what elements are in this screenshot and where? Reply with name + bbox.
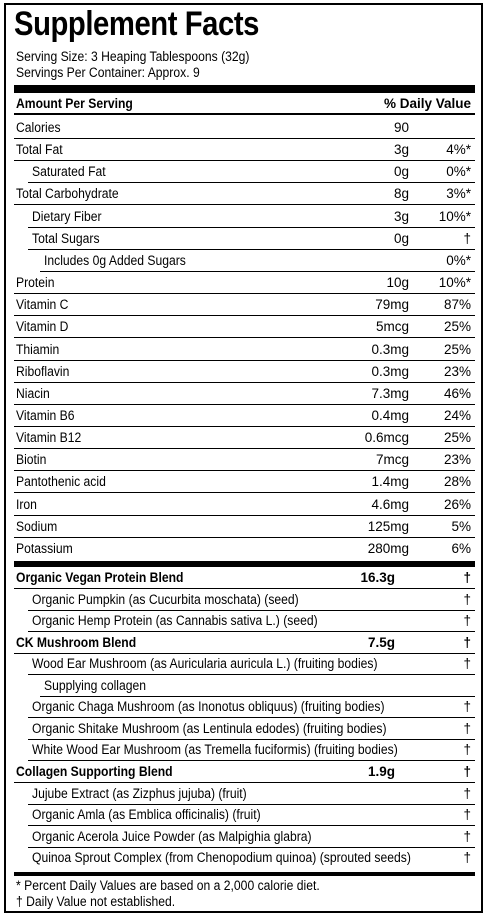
nutrient-name: Vitamin D — [16, 319, 69, 335]
nutrient-amount: 0.3mg — [371, 363, 409, 379]
blend-daily-value: † — [463, 742, 471, 758]
nutrient-name: Protein — [16, 275, 55, 291]
blend-name: Organic Chaga Mushroom (as Inonotus obliquus) (fruiting bodies) — [32, 699, 385, 715]
nutrient-amount: 5mcg — [375, 319, 409, 335]
nutrient-daily-value: 23% — [443, 363, 471, 379]
nutrient-daily-value: 10%* — [438, 208, 471, 224]
blend-row — [14, 632, 475, 654]
supplement-facts-panel — [4, 3, 483, 913]
nutrient-name: Vitamin C — [16, 297, 69, 313]
blend-row — [14, 567, 475, 589]
blend-amount: 7.5g — [367, 634, 395, 650]
blend-daily-value: † — [463, 634, 471, 650]
nutrient-amount: 7mcg — [375, 452, 409, 468]
nutrient-daily-value: 0%* — [446, 252, 471, 268]
blend-name: Organic Pumpkin (as Cucurbita moschata) (seed) — [32, 591, 299, 607]
nutrient-daily-value: 28% — [443, 474, 471, 490]
nutrient-name: Potassium — [16, 540, 73, 556]
blend-daily-value: † — [463, 763, 471, 779]
nutrient-daily-value: 26% — [443, 496, 471, 512]
nutrient-amount: 1.4mg — [371, 474, 409, 490]
nutrient-row — [14, 117, 475, 139]
nutrient-amount: 7.3mg — [371, 385, 409, 401]
blend-daily-value: † — [463, 591, 471, 607]
nutrient-name: Includes 0g Added Sugars — [44, 252, 186, 268]
nutrient-amount: 3g — [393, 208, 409, 224]
nutrient-name: Sodium — [16, 518, 58, 534]
nutrient-amount: 8g — [393, 186, 409, 202]
nutrient-row — [14, 494, 475, 516]
nutrient-name: Riboflavin — [16, 363, 70, 379]
nutrient-amount: 0.3mg — [371, 341, 409, 357]
row-divider — [14, 113, 475, 115]
blend-name: Organic Acerola Juice Powder (as Malpighia glabra) — [32, 828, 312, 844]
nutrient-daily-value: 0%* — [446, 164, 471, 180]
nutrient-daily-value: 5% — [451, 518, 471, 534]
blend-name: Supplying collagen — [44, 677, 147, 693]
nutrient-name: Vitamin B6 — [16, 407, 75, 423]
nutrient-row — [14, 250, 475, 272]
footnote-daily-values: * Percent Daily Values are based on a 2,000 calorie diet. — [16, 878, 320, 893]
nutrient-row — [14, 361, 475, 383]
blend-amount: 16.3g — [360, 570, 395, 585]
nutrient-daily-value: 46% — [443, 385, 471, 401]
servings-per-container: Servings Per Container: Approx. 9 — [16, 65, 200, 80]
nutrient-row — [14, 516, 475, 538]
blend-daily-value: † — [463, 570, 471, 585]
blend-row — [14, 589, 475, 611]
nutrient-row — [14, 206, 475, 228]
blend-daily-value: † — [463, 807, 471, 823]
thick-divider — [14, 85, 475, 93]
nutrient-name: Total Fat — [16, 142, 63, 158]
blend-daily-value: † — [463, 720, 471, 736]
blend-row — [14, 761, 475, 783]
blend-name: CK Mushroom Blend — [16, 634, 137, 650]
nutrient-amount: 125mg — [367, 518, 409, 534]
nutrient-name: Thiamin — [16, 341, 60, 357]
nutrient-row — [14, 228, 475, 250]
nutrient-amount: 0g — [393, 164, 409, 180]
blend-name: Collagen Supporting Blend — [16, 763, 173, 779]
nutrient-daily-value: 25% — [443, 430, 471, 446]
nutrient-row — [14, 139, 475, 161]
nutrient-name: Total Carbohydrate — [16, 186, 119, 202]
nutrient-amount: 0.4mg — [371, 407, 409, 423]
amount-header-row — [14, 93, 475, 115]
nutrient-amount: 0.6mcg — [364, 430, 409, 446]
blend-daily-value: † — [463, 656, 471, 672]
serving-size: Serving Size: 3 Heaping Tablespoons (32g) — [16, 49, 250, 64]
blend-name: Organic Shitake Mushroom (as Lentinula edodes) (fruiting bodies) — [32, 720, 387, 736]
nutrient-row — [14, 272, 475, 294]
blend-name: Organic Hemp Protein (as Cannabis sativa L.) (seed) — [32, 613, 318, 629]
blend-row — [14, 847, 475, 869]
blend-name: Jujube Extract (as Zizphus jujuba) (fruit) — [32, 785, 247, 801]
nutrient-daily-value: 6% — [451, 540, 471, 556]
nutrient-daily-value: 25% — [443, 319, 471, 335]
blend-row — [14, 804, 475, 826]
blend-row — [14, 718, 475, 740]
nutrient-amount: 90 — [393, 120, 409, 135]
blend-daily-value: † — [463, 613, 471, 629]
nutrient-daily-value: 4%* — [446, 142, 471, 158]
blend-daily-value: † — [463, 785, 471, 801]
nutrient-daily-value: 25% — [443, 341, 471, 357]
amount-per-serving-label: Amount Per Serving — [16, 96, 133, 111]
nutrient-name: Iron — [16, 496, 37, 512]
nutrient-row — [14, 339, 475, 361]
nutrient-row — [14, 471, 475, 493]
nutrient-row — [14, 294, 475, 316]
blend-row — [14, 739, 475, 761]
nutrient-name: Pantothenic acid — [16, 474, 106, 490]
daily-value-label: % Daily Value — [383, 96, 471, 111]
blend-row — [14, 610, 475, 632]
nutrient-amount: 280mg — [367, 540, 409, 556]
blend-name: Organic Vegan Protein Blend — [16, 570, 184, 585]
blend-name: White Wood Ear Mushroom (as Tremella fuciformis) (fruiting bodies) — [32, 742, 398, 758]
nutrient-daily-value: 10%* — [438, 275, 471, 291]
blend-amount: 1.9g — [367, 763, 395, 779]
nutrient-name: Dietary Fiber — [32, 208, 102, 224]
nutrient-name: Saturated Fat — [32, 164, 106, 180]
nutrient-amount: 79mg — [375, 297, 409, 313]
blend-row — [14, 826, 475, 848]
footnote-not-established: † Daily Value not established. — [16, 894, 176, 909]
blend-row — [14, 783, 475, 805]
nutrient-name: Biotin — [16, 452, 47, 468]
blend-row — [14, 653, 475, 675]
nutrient-name: Niacin — [16, 385, 50, 401]
nutrient-daily-value: 23% — [443, 452, 471, 468]
nutrient-amount: 4.6mg — [371, 496, 409, 512]
nutrient-row — [14, 161, 475, 183]
nutrient-daily-value: 3%* — [446, 186, 471, 202]
nutrient-row — [14, 538, 475, 560]
blend-daily-value: † — [463, 699, 471, 715]
blend-daily-value: † — [463, 850, 471, 866]
footnote-divider — [14, 872, 475, 876]
nutrient-row — [14, 316, 475, 338]
blend-name: Organic Amla (as Emblica officinalis) (fruit) — [32, 807, 261, 823]
nutrient-daily-value: † — [463, 230, 471, 246]
panel-title: Supplement Facts — [14, 5, 259, 43]
nutrient-row — [14, 427, 475, 449]
nutrient-amount: 10g — [386, 275, 409, 291]
blend-daily-value: † — [463, 828, 471, 844]
nutrient-amount: 0g — [393, 230, 409, 246]
blend-name: Quinoa Sprout Complex (from Chenopodium quinoa) (sprouted seeds) — [32, 850, 411, 866]
nutrient-daily-value: 87% — [443, 297, 471, 313]
nutrient-name: Total Sugars — [32, 230, 100, 246]
blend-row — [14, 696, 475, 718]
nutrient-row — [14, 405, 475, 427]
nutrient-daily-value: 24% — [443, 407, 471, 423]
blend-row — [14, 675, 475, 697]
nutrient-row — [14, 183, 475, 205]
nutrient-amount: 3g — [393, 142, 409, 158]
nutrient-name: Vitamin B12 — [16, 430, 82, 446]
nutrient-row — [14, 449, 475, 471]
nutrient-row — [14, 383, 475, 405]
nutrient-name: Calories — [16, 120, 61, 135]
blend-name: Wood Ear Mushroom (as Auricularia auricula L.) (fruiting bodies) — [32, 656, 378, 672]
